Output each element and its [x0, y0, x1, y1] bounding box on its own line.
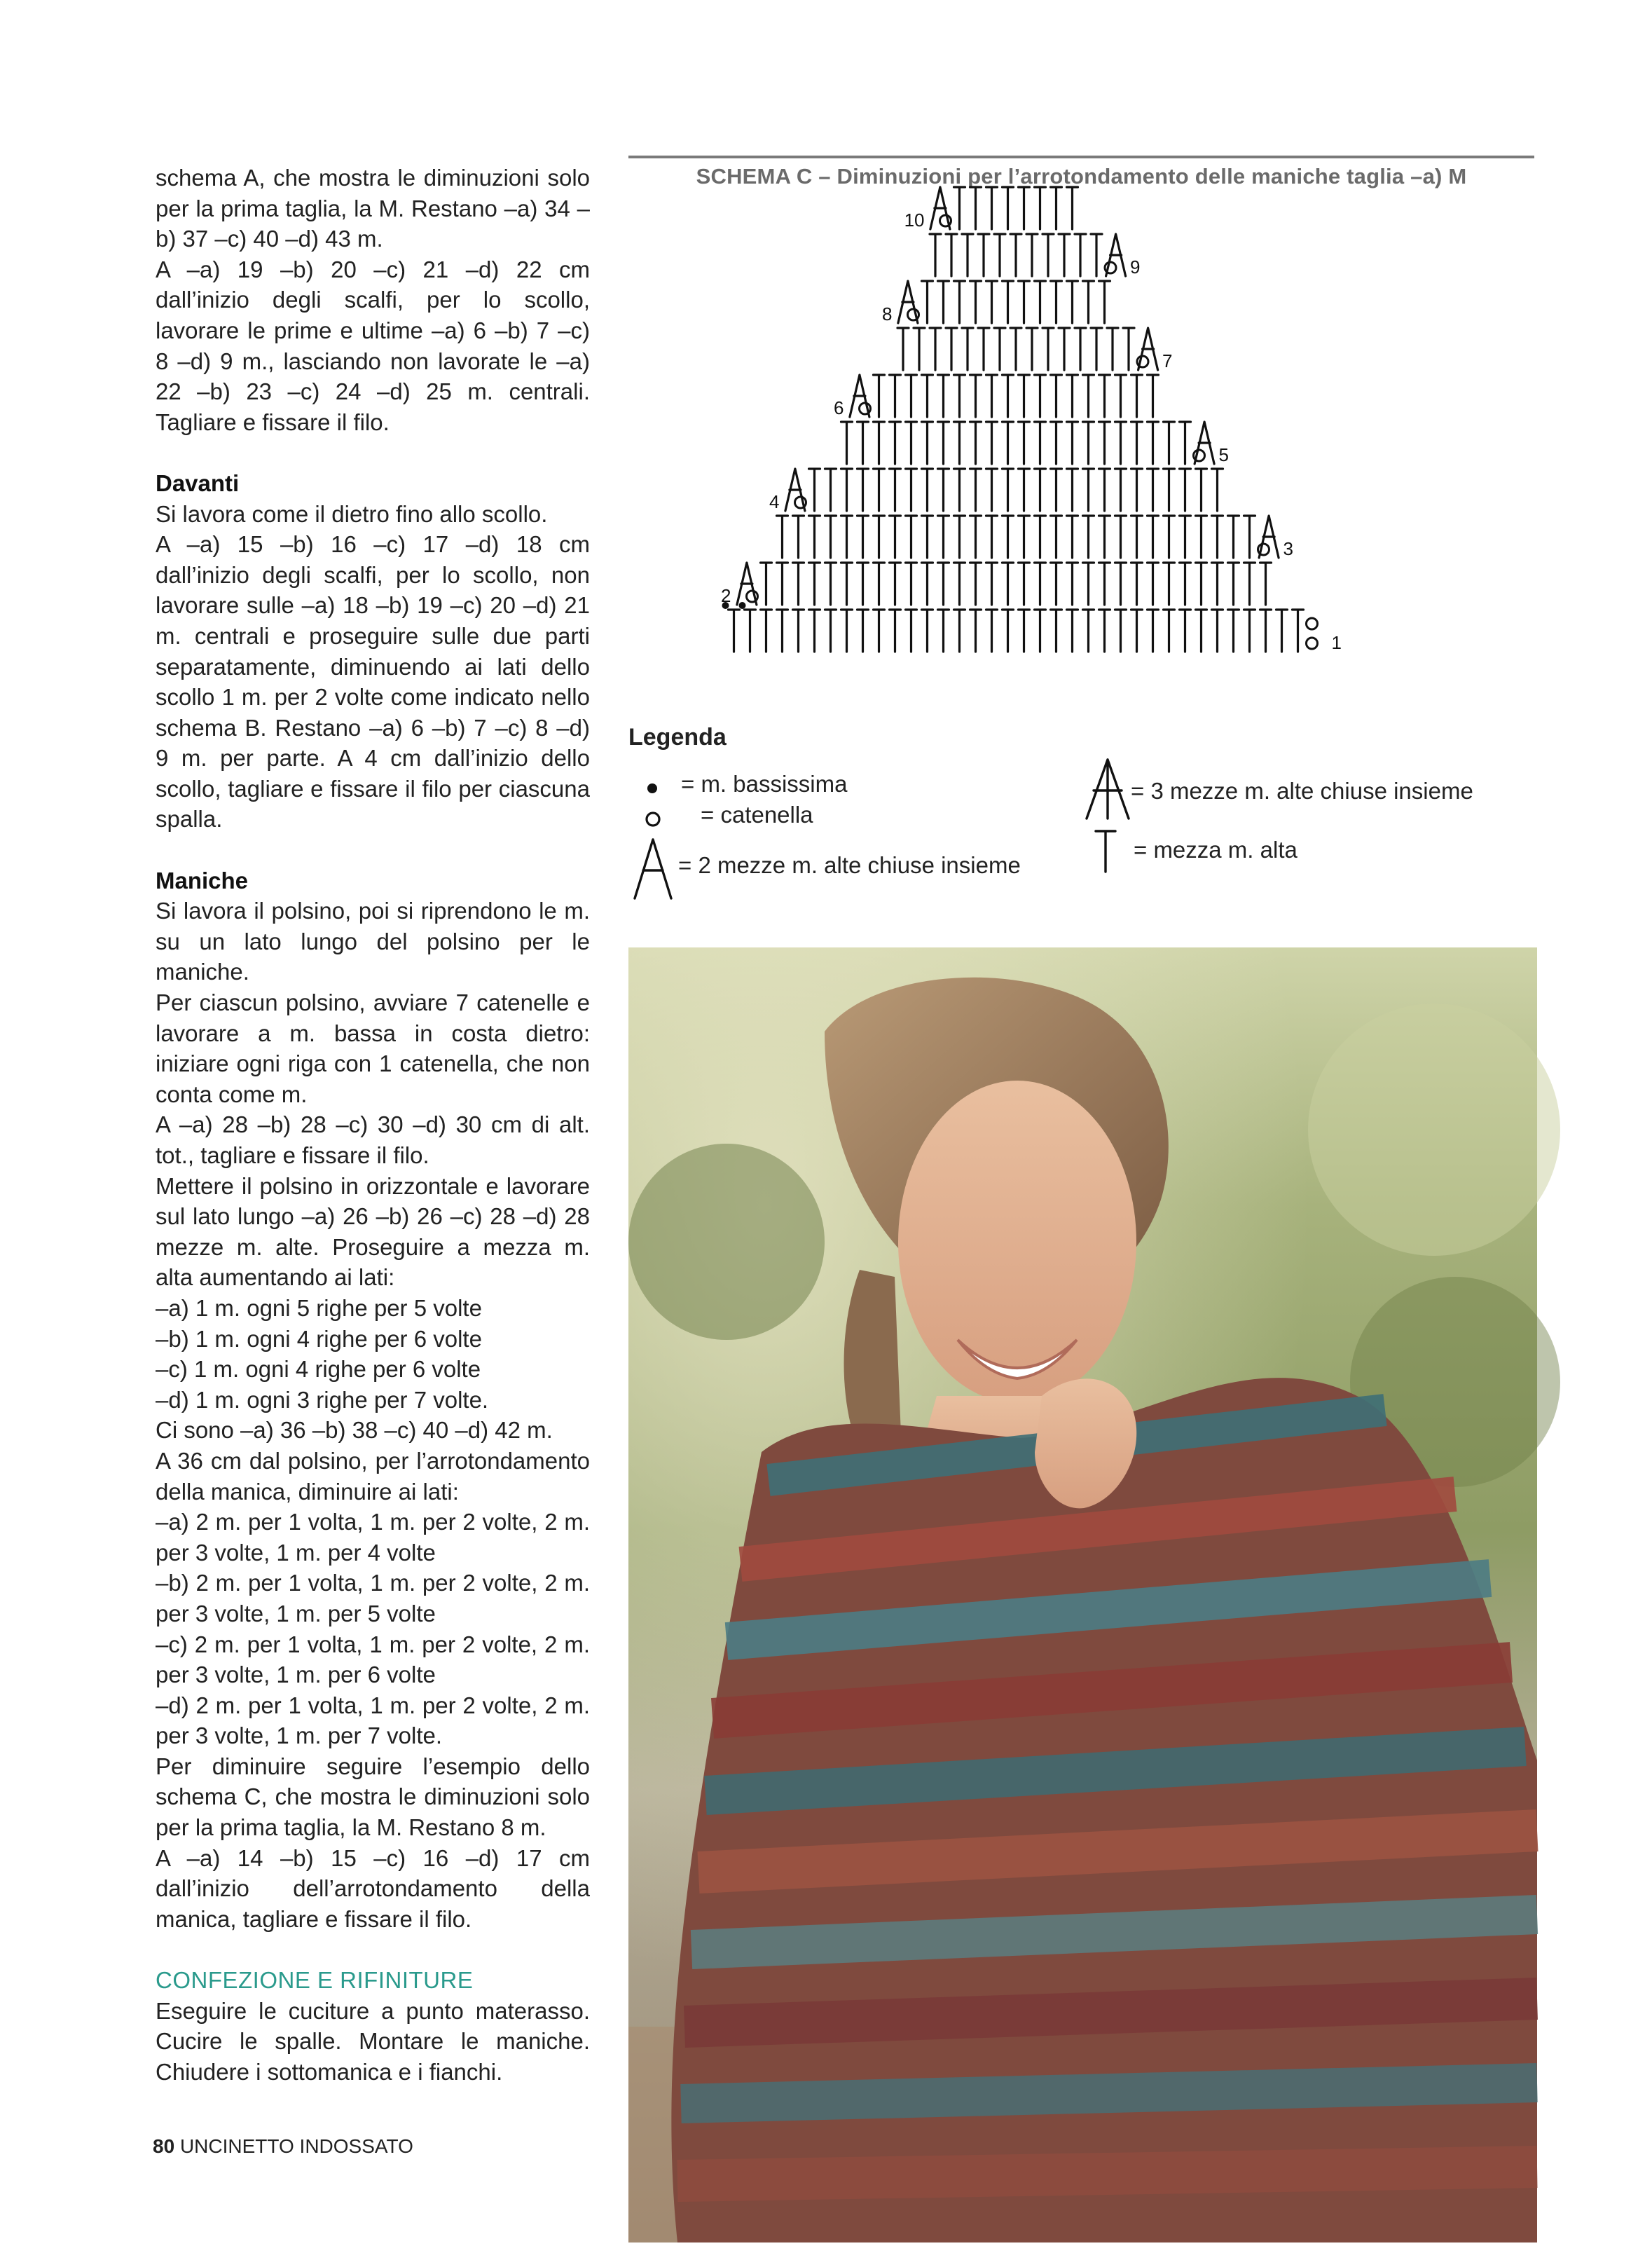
- hdc-mark: [1091, 234, 1102, 276]
- chain-mark: [1258, 544, 1269, 555]
- hdc-mark: [938, 469, 949, 511]
- hdc-mark: [1131, 422, 1143, 464]
- paragraph: Per ciascun polsino, avviare 7 catenelle e lavorare a m. bassa in costa dietro: iniziare ogni riga con 1 catenella, che non conta come m.: [156, 990, 590, 1107]
- hdc-mark: [729, 610, 740, 652]
- paragraph: Ci sono –a) 36 –b) 38 –c) 40 –d) 42 m.: [156, 1417, 553, 1444]
- hdc-mark: [1180, 610, 1191, 652]
- hdc-mark: [1276, 610, 1288, 652]
- hdc-mark: [938, 610, 949, 652]
- hdc-mark: [994, 234, 1005, 276]
- paragraph: A –a) 15 –b) 16 –c) 17 –d) 18 cm dall’inizio degli scalfi, per lo scollo, non lavorare sulle –a) 18 –b) 19 –c) 20 –d) 21 m. centrali e proseguire sulle due parti separatamente, diminuendo ai lati dello scollo 1 m. per 2 volte come indicato nello schema B. Restano –a) 6 –b) 7 –c) 8 –d) 9 m. per parte. A 4 cm dall’inizio dello scollo, tagliare e fissare il filo per ciascuna spalla.: [156, 531, 590, 833]
- chain-stitch-icon: [643, 809, 663, 829]
- hdc-mark: [1051, 375, 1062, 417]
- hdc-mark: [1042, 328, 1054, 370]
- hdc-mark: [890, 375, 901, 417]
- legend-title: Legenda: [628, 724, 727, 751]
- hdc-mark: [1131, 375, 1143, 417]
- hdc-mark: [1067, 610, 1078, 652]
- hdc-mark: [1035, 516, 1046, 558]
- hdc-mark: [970, 610, 982, 652]
- chart-row: [841, 422, 1215, 464]
- hdc-mark: [1148, 610, 1159, 652]
- chart-row: [930, 234, 1126, 276]
- hdc-mark: [1115, 469, 1127, 511]
- hdc-mark: [1228, 516, 1239, 558]
- hdc-mark: [1010, 328, 1021, 370]
- section-heading-davanti: Davanti: [156, 470, 240, 496]
- chart-row: [737, 563, 1272, 605]
- paragraph: A –a) 28 –b) 28 –c) 30 –d) 30 cm di alt. tot., tagliare e fissare il filo.: [156, 1111, 590, 1168]
- hdc-mark: [906, 610, 917, 652]
- hdc-mark: [1035, 187, 1046, 229]
- hdc-mark: [1051, 563, 1062, 605]
- hdc-mark: [922, 281, 933, 323]
- hdc-mark: [1035, 375, 1046, 417]
- hdc-mark: [1244, 563, 1255, 605]
- hdc-mark: [1019, 375, 1030, 417]
- hdc-mark: [946, 328, 957, 370]
- legend-bassissima: = m. bassissima: [681, 771, 848, 797]
- hdc-mark: [1164, 610, 1175, 652]
- hdc-mark: [1244, 610, 1255, 652]
- hdc-mark: [938, 516, 949, 558]
- hdc-mark: [858, 563, 869, 605]
- chart-row: [850, 375, 1159, 417]
- section-rule: [628, 156, 1534, 158]
- hdc-mark: [970, 516, 982, 558]
- hdc-mark: [1099, 422, 1110, 464]
- hdc-mark: [954, 281, 965, 323]
- hdc-mark: [1115, 563, 1127, 605]
- hdc-mark: [1035, 469, 1046, 511]
- hdc-mark: [1051, 516, 1062, 558]
- hdc-mark: [1051, 281, 1062, 323]
- hdc-mark: [1067, 187, 1078, 229]
- hdc-mark: [1099, 281, 1110, 323]
- hdc-mark: [841, 469, 853, 511]
- hdc-mark: [930, 328, 941, 370]
- hdc-mark: [1244, 516, 1255, 558]
- hdc-mark: [970, 563, 982, 605]
- hdc-mark: [1083, 375, 1094, 417]
- hdc-mark: [1228, 563, 1239, 605]
- hdc-mark: [954, 610, 965, 652]
- hdc-mark: [809, 563, 820, 605]
- chart-row: [777, 516, 1279, 558]
- hdc-mark: [922, 563, 933, 605]
- hdc-mark: [970, 187, 982, 229]
- slip-stitch-mark: [739, 602, 746, 609]
- hdc-mark: [1115, 610, 1127, 652]
- hdc-mark: [793, 563, 804, 605]
- hdc-mark: [745, 610, 756, 652]
- hdc-mark: [1059, 328, 1070, 370]
- hdc-mark: [890, 563, 901, 605]
- hdc-mark: [954, 516, 965, 558]
- hdc-mark: [1019, 422, 1030, 464]
- hdc-mark: [825, 516, 837, 558]
- chart-row: [785, 469, 1223, 511]
- hdc-mark: [938, 563, 949, 605]
- hdc-mark: [954, 469, 965, 511]
- hdc-mark: [1196, 516, 1207, 558]
- hdc-mark: [874, 610, 885, 652]
- hdc-mark: [1042, 234, 1054, 276]
- hdc-mark: [874, 422, 885, 464]
- hdc-mark: [970, 281, 982, 323]
- hdc-mark: [874, 563, 885, 605]
- hdc-mark: [962, 234, 973, 276]
- hdc-mark: [962, 328, 973, 370]
- hdc-mark: [1099, 375, 1110, 417]
- chain-mark: [1307, 638, 1318, 649]
- hdc-mark: [874, 375, 885, 417]
- hdc-mark: [1003, 422, 1014, 464]
- row-label: 4: [769, 491, 780, 512]
- crochet-chart: [617, 210, 1415, 713]
- hdc-mark: [825, 610, 837, 652]
- hdc-mark: [938, 422, 949, 464]
- hdc-mark: [858, 469, 869, 511]
- row-label: 7: [1162, 350, 1173, 371]
- hdc-mark: [1148, 516, 1159, 558]
- list-item: –c) 2 m. per 1 volta, 1 m. per 2 volte, 2 m. per 3 volte, 1 m. per 6 volte: [156, 1631, 590, 1688]
- hdc-mark: [874, 516, 885, 558]
- hdc-mark: [809, 516, 820, 558]
- row-label: 6: [834, 397, 844, 418]
- hdc-mark: [1228, 610, 1239, 652]
- hdc-mark: [1180, 422, 1191, 464]
- hdc3tog-icon: [1081, 755, 1134, 823]
- hdc-mark: [970, 375, 982, 417]
- list-item: –b) 2 m. per 1 volta, 1 m. per 2 volte, 2 m. per 3 volte, 1 m. per 5 volte: [156, 1570, 590, 1627]
- hdc-mark: [897, 328, 909, 370]
- hdc-mark: [761, 610, 772, 652]
- row-label: 2: [721, 585, 731, 606]
- hdc-mark: [1051, 422, 1062, 464]
- hdc-mark: [922, 610, 933, 652]
- hdc-mark: [1123, 328, 1134, 370]
- hdc-mark: [1067, 375, 1078, 417]
- hdc-mark: [793, 610, 804, 652]
- list-item: –c) 1 m. ogni 4 righe per 6 volte: [156, 1356, 481, 1383]
- hdc-mark: [1003, 516, 1014, 558]
- row-label: 9: [1130, 256, 1141, 278]
- hdc-mark: [1067, 281, 1078, 323]
- hdc-mark: [761, 563, 772, 605]
- hdc-mark: [841, 563, 853, 605]
- schema-title: SCHEMA C – Diminuzioni per l’arrotondamento delle maniche taglia –a) M: [696, 164, 1467, 189]
- slip-stitch-icon: [643, 779, 661, 797]
- hdc-mark: [1164, 422, 1175, 464]
- hdc-mark: [954, 187, 965, 229]
- hdc-mark: [970, 422, 982, 464]
- hdc-mark: [1099, 469, 1110, 511]
- paragraph: Mettere il polsino in orizzontale e lavorare sul lato lungo –a) 26 –b) 26 –c) 28 –d) 28 mezze m. alte. Proseguire a mezza m. alta aumentando ai lati:: [156, 1172, 590, 1291]
- hdc-mark: [858, 516, 869, 558]
- hdc-mark: [841, 610, 853, 652]
- hdc-mark: [777, 563, 788, 605]
- hdc-mark: [994, 328, 1005, 370]
- hdc-mark: [922, 516, 933, 558]
- hdc-mark: [1212, 516, 1223, 558]
- hdc-mark: [1260, 610, 1272, 652]
- row-label: 8: [882, 303, 893, 324]
- hdc-mark: [1067, 469, 1078, 511]
- paragraph: Si lavora come il dietro fino allo scollo.: [156, 500, 548, 527]
- chain-mark: [795, 497, 806, 508]
- hdc-mark: [1051, 469, 1062, 511]
- paragraph: schema A, che mostra le diminuzioni solo per la prima taglia, la M. Restano –a) 34 –b) 37 –c) 40 –d) 43 m.: [156, 165, 590, 252]
- legend-catenella: = catenella: [701, 802, 813, 828]
- hdc-mark: [1164, 563, 1175, 605]
- hdc-mark: [986, 610, 998, 652]
- hdc-mark: [777, 610, 788, 652]
- hdc-mark: [986, 563, 998, 605]
- list-item: –a) 2 m. per 1 volta, 1 m. per 2 volte, 2 m. per 3 volte, 1 m. per 4 volte: [156, 1509, 590, 1566]
- hdc-mark: [1003, 469, 1014, 511]
- hdc-mark: [986, 375, 998, 417]
- legend-hdc: = mezza m. alta: [1134, 837, 1297, 863]
- legend-three-hdc: = 3 mezze m. alte chiuse insieme: [1131, 778, 1473, 804]
- row-label: 1: [1331, 632, 1342, 653]
- list-item: –d) 2 m. per 1 volta, 1 m. per 2 volte, 2 m. per 3 volte, 1 m. per 7 volte.: [156, 1692, 590, 1749]
- hdc-mark: [1196, 469, 1207, 511]
- hdc-mark: [1083, 516, 1094, 558]
- hdc-mark: [954, 563, 965, 605]
- chart-row: [897, 328, 1158, 370]
- hdc-mark: [1180, 469, 1191, 511]
- hdc-mark: [1212, 563, 1223, 605]
- row-label: 10: [904, 210, 925, 231]
- hdc-mark: [906, 375, 917, 417]
- hdc-mark: [1035, 563, 1046, 605]
- paragraph: A 36 cm dal polsino, per l’arrotondamento della manica, diminuire ai lati:: [156, 1447, 590, 1505]
- hdc-mark: [986, 187, 998, 229]
- chain-mark: [1137, 356, 1148, 367]
- hdc-mark: [1019, 281, 1030, 323]
- hdc-mark: [986, 281, 998, 323]
- hdc-mark: [1212, 610, 1223, 652]
- chart-row: [729, 610, 1304, 652]
- hdc-mark: [825, 563, 837, 605]
- hdc-mark: [1083, 563, 1094, 605]
- chart-row: [930, 187, 1078, 229]
- hdc-mark: [1099, 563, 1110, 605]
- hdc-mark: [1115, 516, 1127, 558]
- hdc-mark: [1035, 281, 1046, 323]
- hdc-mark: [890, 516, 901, 558]
- hdc-mark: [1260, 563, 1272, 605]
- hdc-mark: [1075, 328, 1086, 370]
- hdc-mark: [1196, 610, 1207, 652]
- hdc-mark: [809, 610, 820, 652]
- hdc-mark: [1019, 187, 1030, 229]
- hdc-mark: [1003, 610, 1014, 652]
- hdc-mark: [1083, 610, 1094, 652]
- chain-mark: [940, 215, 951, 226]
- chain-mark: [747, 591, 758, 602]
- list-item: –d) 1 m. ogni 3 righe per 7 volte.: [156, 1386, 489, 1413]
- hdc-mark: [906, 563, 917, 605]
- hdc-mark: [930, 234, 941, 276]
- hdc-mark: [1212, 469, 1223, 511]
- hdc-mark: [1131, 516, 1143, 558]
- hdc-mark: [922, 375, 933, 417]
- row-label: 5: [1218, 444, 1229, 465]
- hdc-mark: [1083, 469, 1094, 511]
- hdc-mark: [1180, 563, 1191, 605]
- hdc-mark: [1067, 563, 1078, 605]
- hdc-mark: [1035, 422, 1046, 464]
- hdc-mark: [1083, 422, 1094, 464]
- hdc-mark: [890, 422, 901, 464]
- hdc-mark: [978, 328, 989, 370]
- hdc-mark: [1026, 234, 1038, 276]
- hdc-mark: [1099, 516, 1110, 558]
- hdc-mark: [986, 422, 998, 464]
- hdc-mark: [954, 375, 965, 417]
- hdc-mark: [1091, 328, 1102, 370]
- sweater-photo: [628, 947, 1537, 2242]
- list-item: –a) 1 m. ogni 5 righe per 5 volte: [156, 1294, 482, 1321]
- page-number: 80: [153, 2135, 175, 2157]
- hdc-mark: [1196, 563, 1207, 605]
- hdc-mark: [986, 469, 998, 511]
- page-footer: [153, 2135, 413, 2158]
- hdc-mark: [1075, 234, 1086, 276]
- chart-row: [898, 281, 1110, 323]
- hdc-mark: [809, 469, 820, 511]
- hdc-mark: [1293, 610, 1304, 652]
- hdc-mark: [906, 422, 917, 464]
- hdc-mark: [1019, 469, 1030, 511]
- hdc-mark: [1131, 563, 1143, 605]
- chain-mark: [860, 403, 871, 414]
- hdc-mark: [922, 422, 933, 464]
- hdc-mark: [1148, 422, 1159, 464]
- chain-mark: [908, 309, 919, 320]
- hdc-mark: [938, 375, 949, 417]
- hdc-mark: [914, 328, 925, 370]
- hdc2tog-icon: [631, 835, 675, 903]
- hdc-mark: [777, 516, 788, 558]
- paragraph: Si lavora il polsino, poi si riprendono le m. su un lato lungo del polsino per le maniche.: [156, 898, 590, 985]
- hdc-mark: [1115, 375, 1127, 417]
- chain-mark: [1105, 262, 1116, 273]
- hdc-mark: [1164, 516, 1175, 558]
- hdc-mark: [1180, 516, 1191, 558]
- row-label: 3: [1283, 538, 1293, 559]
- hdc-mark: [986, 516, 998, 558]
- hdc-mark: [1003, 375, 1014, 417]
- hdc-mark: [841, 516, 853, 558]
- hdc-mark: [1019, 516, 1030, 558]
- hdc-mark: [1164, 469, 1175, 511]
- chain-mark: [1307, 618, 1318, 629]
- list-item: –b) 1 m. ogni 4 righe per 6 volte: [156, 1325, 482, 1352]
- hdc-mark: [1051, 610, 1062, 652]
- hdc-mark: [1010, 234, 1021, 276]
- hdc-mark: [874, 469, 885, 511]
- hdc-mark: [1148, 375, 1159, 417]
- hdc-mark: [954, 422, 965, 464]
- paragraph: A –a) 19 –b) 20 –c) 21 –d) 22 cm dall’inizio degli scalfi, per lo scollo, lavorare le prime e ultime –a) 6 –b) 7 –c) 8 –d) 9 m., lasciando non lavorate le –a) 22 –b) 23 –c) 24 –d) 25 m. centrali. Tagliare e fissare il filo.: [156, 256, 590, 435]
- hdc-mark: [858, 422, 869, 464]
- hdc-mark: [1131, 610, 1143, 652]
- section-heading-confezione: CONFEZIONE E RIFINITURE: [156, 1967, 474, 1994]
- hdc-mark: [978, 234, 989, 276]
- hdc-mark: [825, 469, 837, 511]
- hdc-mark: [970, 469, 982, 511]
- hdc-icon: [1092, 827, 1120, 876]
- paragraph: A –a) 14 –b) 15 –c) 16 –d) 17 cm dall’inizio dell’arrotondamento della manica, tagliare e fissare il filo.: [156, 1844, 590, 1932]
- magazine-name: UNCINETTO INDOSSATO: [179, 2135, 413, 2157]
- hdc-mark: [890, 610, 901, 652]
- hdc-mark: [1107, 328, 1118, 370]
- hdc-mark: [946, 234, 957, 276]
- chain-mark: [1194, 450, 1205, 461]
- hdc-mark: [1067, 422, 1078, 464]
- hdc-mark: [1099, 610, 1110, 652]
- hdc-mark: [1035, 610, 1046, 652]
- hdc-mark: [1026, 328, 1038, 370]
- section-heading-maniche: Maniche: [156, 867, 249, 893]
- hdc-mark: [1019, 610, 1030, 652]
- hdc-mark: [890, 469, 901, 511]
- hdc-mark: [1067, 516, 1078, 558]
- hdc-mark: [1003, 281, 1014, 323]
- left-column: [156, 163, 590, 2087]
- hdc-mark: [793, 516, 804, 558]
- hdc-mark: [1148, 563, 1159, 605]
- hdc-mark: [841, 422, 853, 464]
- hdc-mark: [1051, 187, 1062, 229]
- hdc-mark: [906, 469, 917, 511]
- hdc-mark: [1003, 563, 1014, 605]
- hdc-mark: [858, 610, 869, 652]
- hdc-mark: [922, 469, 933, 511]
- hdc-mark: [1148, 469, 1159, 511]
- hdc-mark: [1019, 563, 1030, 605]
- photo-illustration: [628, 947, 1537, 2242]
- hdc-mark: [1083, 281, 1094, 323]
- legend-two-hdc: = 2 mezze m. alte chiuse insieme: [678, 852, 1021, 878]
- hdc-mark: [938, 281, 949, 323]
- paragraph: Per diminuire seguire l’esempio dello schema C, che mostra le diminuzioni solo per la prima taglia, la M. Restano 8 m.: [156, 1753, 590, 1841]
- hdc-mark: [906, 516, 917, 558]
- hdc-mark: [1003, 187, 1014, 229]
- hdc-mark: [1131, 469, 1143, 511]
- hdc-mark: [1115, 422, 1127, 464]
- paragraph: Eseguire le cuciture a punto materasso. Cucire le spalle. Montare le maniche. Chiudere i sottomanica e i fianchi.: [156, 1997, 590, 2085]
- hdc-mark: [1059, 234, 1070, 276]
